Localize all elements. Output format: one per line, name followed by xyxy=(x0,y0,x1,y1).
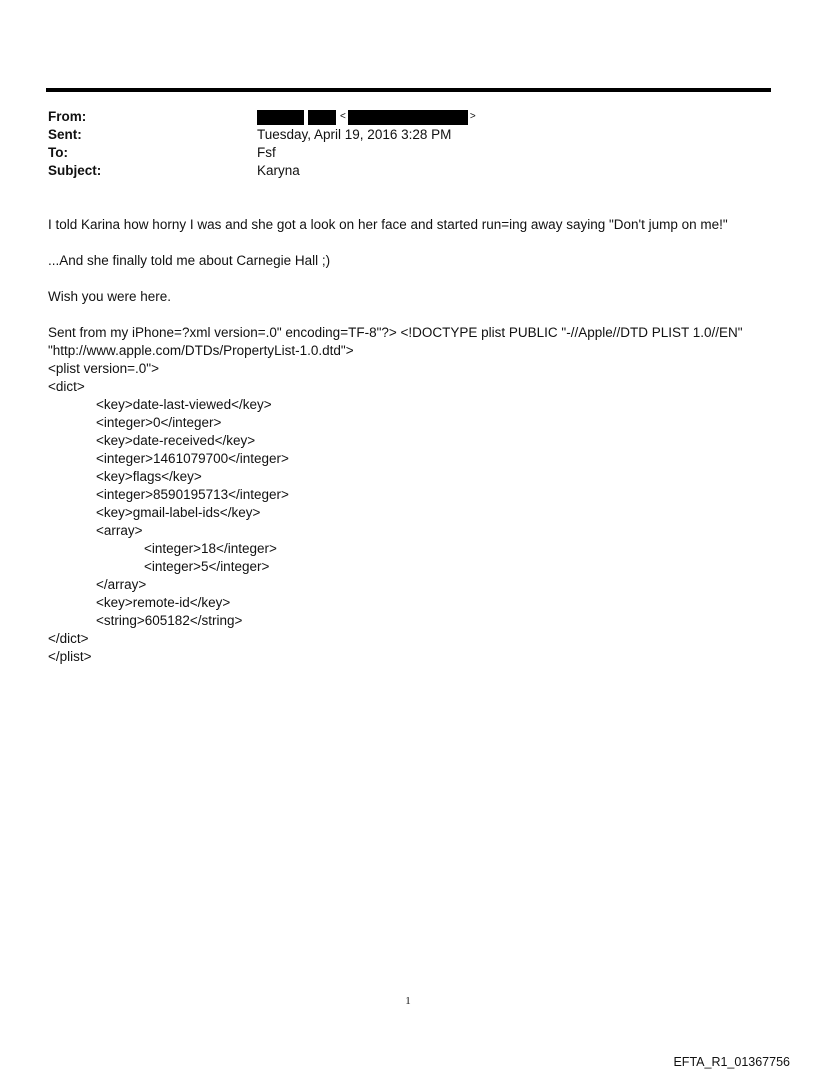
body-paragraph: Wish you were here. xyxy=(48,289,172,304)
plist-line: <dict> xyxy=(48,379,85,394)
plist-line: </dict> xyxy=(48,631,89,646)
email-open-bracket: < xyxy=(340,111,346,122)
redaction-box xyxy=(308,110,336,125)
subject-label: Subject: xyxy=(48,163,102,178)
plist-line: <integer>18</integer> xyxy=(144,541,277,556)
plist-line: </array> xyxy=(96,577,147,592)
from-row xyxy=(48,108,476,126)
subject-value: Karyna xyxy=(257,163,300,178)
plist-line: <array> xyxy=(96,523,143,538)
email-header xyxy=(48,108,476,180)
redaction-box xyxy=(257,110,304,125)
plist-line: <integer>5</integer> xyxy=(144,559,270,574)
plist-line: <integer>1461079700</integer> xyxy=(96,451,289,466)
to-row xyxy=(48,144,476,162)
plist-line: <key>remote-id</key> xyxy=(96,595,231,610)
plist-line: <integer>8590195713</integer> xyxy=(96,487,289,502)
to-label: To: xyxy=(48,145,68,160)
plist-line: <key>gmail-label-ids</key> xyxy=(96,505,261,520)
plist-line: "http://www.apple.com/DTDs/PropertyList-1.0.dtd"> xyxy=(48,343,354,358)
sent-label: Sent: xyxy=(48,127,82,142)
plist-line: Sent from my iPhone=?xml version=.0" encoding=TF-8"?> <!DOCTYPE plist PUBLIC "-//Apple//DTD PLIST 1.0//EN" xyxy=(48,325,743,340)
sent-row xyxy=(48,126,476,144)
plist-line: <plist version=.0"> xyxy=(48,361,159,376)
body-paragraph: ...And she finally told me about Carnegie Hall ;) xyxy=(48,253,331,268)
redaction-box xyxy=(348,110,468,125)
plist-line: <integer>0</integer> xyxy=(96,415,222,430)
body-paragraph: I told Karina how horny I was and she got a look on her face and started run=ing away saying "Don't jump on me!" xyxy=(48,217,728,232)
subject-row xyxy=(48,162,476,180)
document-id: EFTA_R1_01367756 xyxy=(673,1055,790,1069)
plist-line: <key>date-last-viewed</key> xyxy=(96,397,272,412)
sent-value: Tuesday, April 19, 2016 3:28 PM xyxy=(257,127,452,142)
plist-line: <key>date-received</key> xyxy=(96,433,256,448)
email-body xyxy=(48,216,778,666)
email-close-bracket: > xyxy=(469,111,476,122)
plist-line: <string>605182</string> xyxy=(96,613,243,628)
plist-line: <key>flags</key> xyxy=(96,469,202,484)
page-number: 1 xyxy=(405,995,411,1007)
to-value: Fsf xyxy=(257,145,276,160)
plist-block xyxy=(48,324,778,666)
from-value xyxy=(257,108,476,126)
from-label: From: xyxy=(48,109,87,124)
header-divider xyxy=(46,88,771,92)
plist-line: </plist> xyxy=(48,649,92,664)
